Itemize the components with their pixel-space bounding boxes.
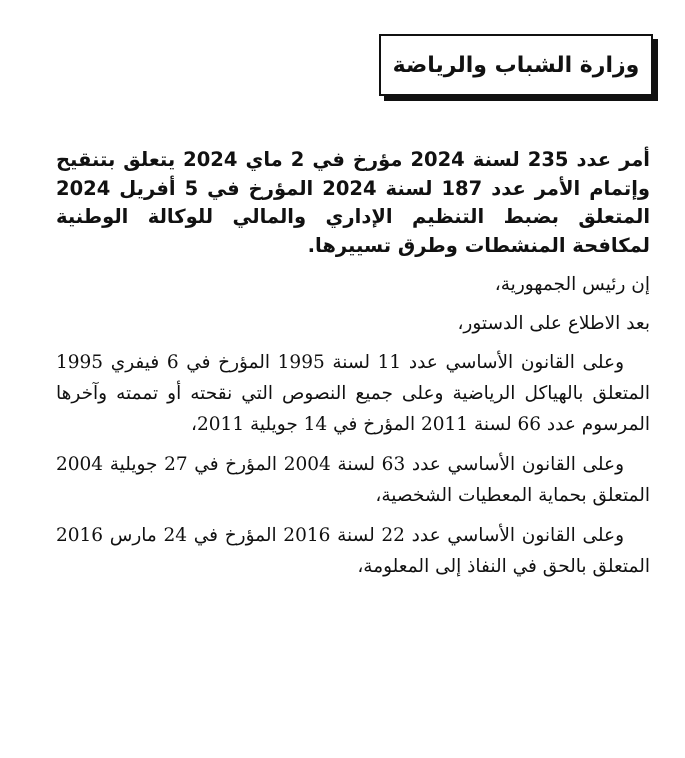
paragraph-law-2016: وعلى القانون الأساسي عدد 22 لسنة 2016 المؤرخ في 24 مارس 2016 المتعلق بالحق في النفاذ إلى المعلومة،	[56, 525, 650, 577]
ministry-header-box	[379, 34, 653, 96]
paragraph-law-2004: وعلى القانون الأساسي عدد 63 لسنة 2004 المؤرخ في 27 جويلية 2004 المتعلق بحماية المعطيات الشخصية،	[56, 454, 650, 506]
paragraph-law-1995: وعلى القانون الأساسي عدد 11 لسنة 1995 المؤرخ في 6 فيفري 1995 المتعلق بالهياكل الرياضية وعلى جميع النصوص التي نقحته أو تممته وآخرها المرسوم عدد 66 لسنة 2011 المؤرخ في 14 جويلية 2011،	[56, 352, 650, 435]
decree-body	[56, 146, 650, 591]
paragraph-constitution: بعد الاطلاع على الدستور،	[457, 313, 650, 334]
ministry-name: وزارة الشباب والرياضة	[392, 52, 640, 78]
paragraph-president: إن رئيس الجمهورية،	[494, 274, 650, 295]
decree-title: أمر عدد 235 لسنة 2024 مؤرخ في 2 ماي 2024 يتعلق بتنقيح وإتمام الأمر عدد 187 لسنة 2024 المؤرخ في 5 أفريل 2024 المتعلق بضبط التنظيم الإداري والمالي للوكالة الوطنية لمكافحة المنشطات وطرق تسييرها.	[56, 148, 651, 257]
